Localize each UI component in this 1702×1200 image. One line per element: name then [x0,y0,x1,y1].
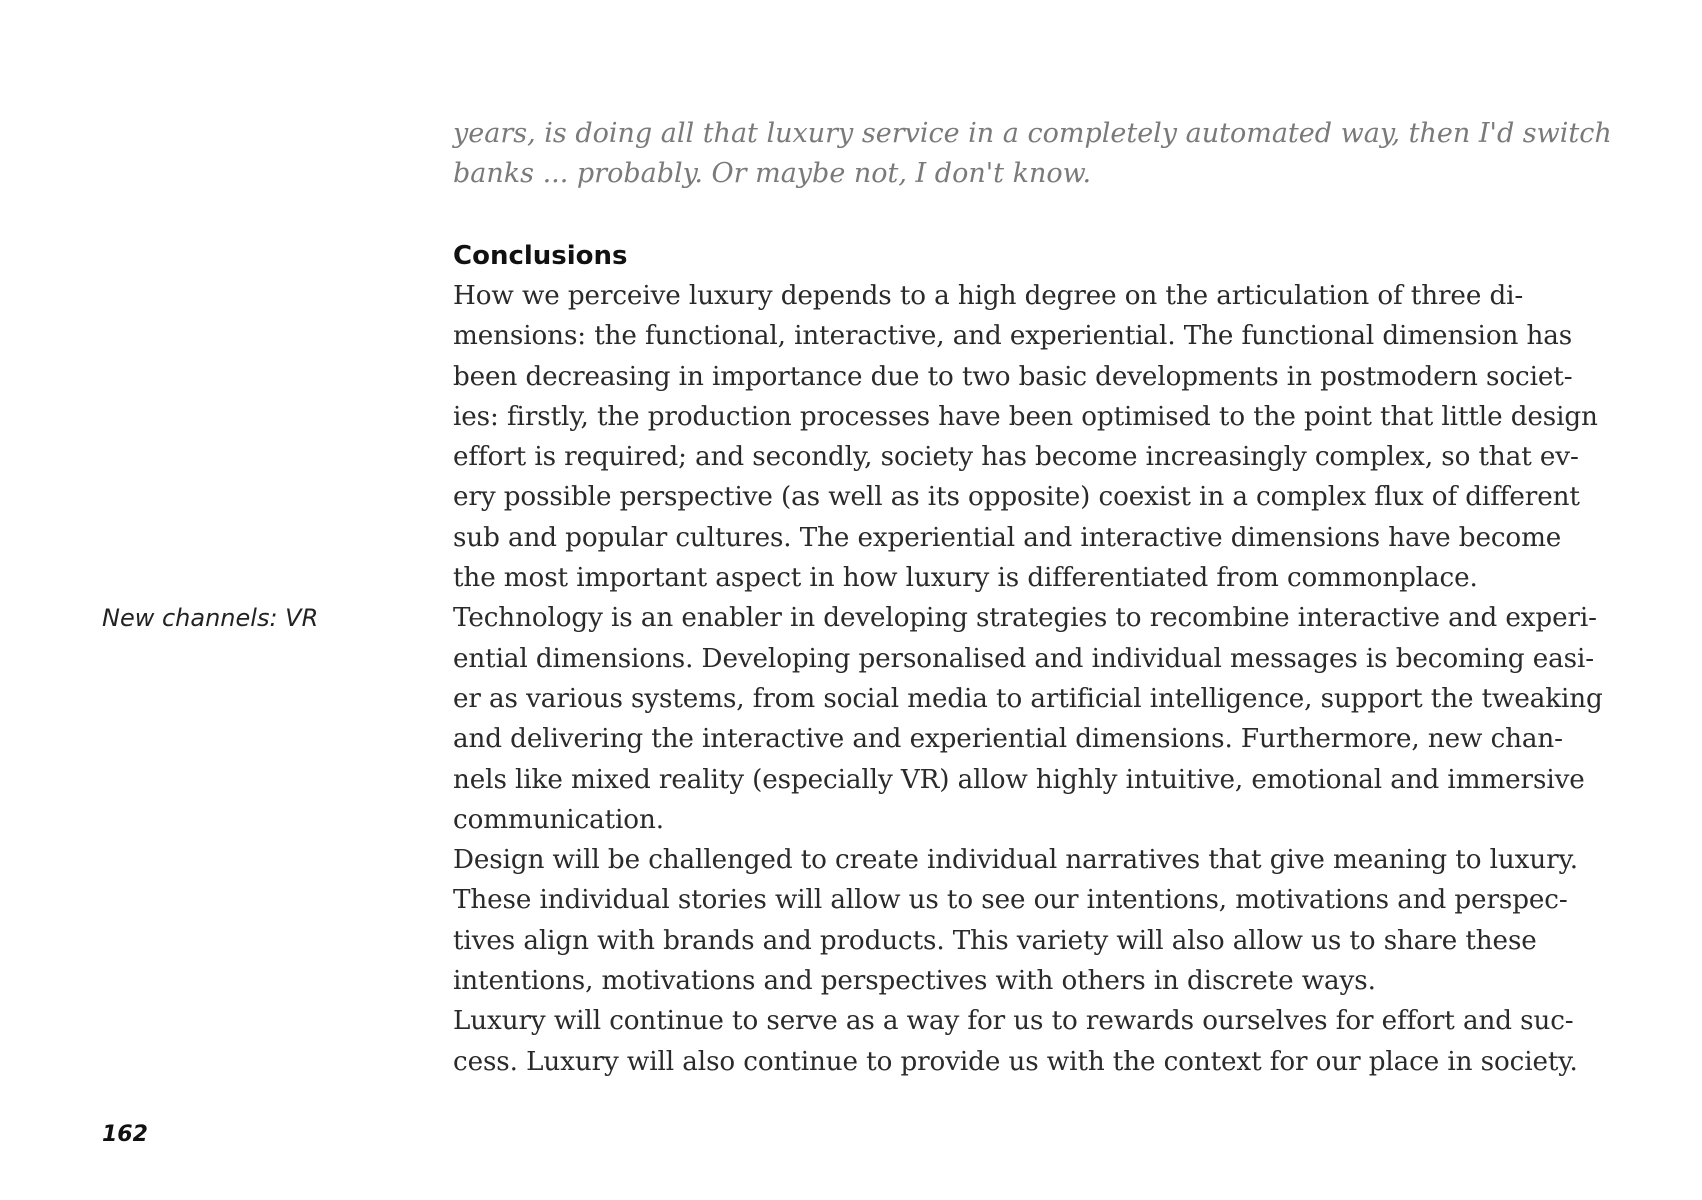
quote-line: years, is doing all that luxury service in a completely automated way, then I'd switch [453,118,1612,149]
body-line: and delivering the interactive and experiential dimensions. Furthermore, new chan- [453,724,1563,755]
section-body [453,276,1603,1082]
body-line: cess. Luxury will also continue to provide us with the context for our place in society. [453,1046,1578,1077]
margin-note: New channels: VR [102,604,319,632]
body-line: tives align with brands and products. This variety will also allow us to share these [453,925,1537,956]
body-line: ential dimensions. Developing personalised and individual messages is becoming easi- [453,643,1594,674]
body-line: intentions, motivations and perspectives with others in discrete ways. [453,966,1376,997]
body-line: effort is required; and secondly, society has become increasingly complex, so that ev- [453,442,1579,473]
body-line: How we perceive luxury depends to a high degree on the articulation of three di- [453,281,1524,311]
body-line: Design will be challenged to create individual narratives that give meaning to luxury. [453,845,1578,876]
body-line: er as various systems, from social media to artificial intelligence, support the tweaking [453,683,1603,714]
body-line: These individual stories will allow us to see our intentions, motivations and perspec- [453,885,1568,916]
body-line: been decreasing in importance due to two basic developments in postmodern societ- [453,361,1573,392]
body-line: the most important aspect in how luxury is differentiated from commonplace. [453,563,1478,594]
page-number: 162 [102,1122,148,1147]
interview-quote [453,114,1612,194]
body-line: ies: firstly, the production processes have been optimised to the point that little design [453,401,1598,432]
quote-line: banks ... probably. Or maybe not, I don't know. [453,158,1092,189]
section-heading: Conclusions [453,241,628,271]
body-line: ery possible perspective (as well as its opposite) coexist in a complex flux of different [453,482,1580,513]
body-line: sub and popular cultures. The experiential and interactive dimensions have become [453,522,1562,553]
body-line: nels like mixed reality (especially VR) allow highly intuitive, emotional and immersive [453,764,1585,795]
body-line: communication. [453,804,664,835]
body-line: Luxury will continue to serve as a way for us to rewards ourselves for effort and suc- [453,1006,1574,1037]
body-line: Technology is an enabler in developing strategies to recombine interactive and experi- [453,603,1597,634]
body-line: mensions: the functional, interactive, and experiential. The functional dimension has [453,321,1573,352]
